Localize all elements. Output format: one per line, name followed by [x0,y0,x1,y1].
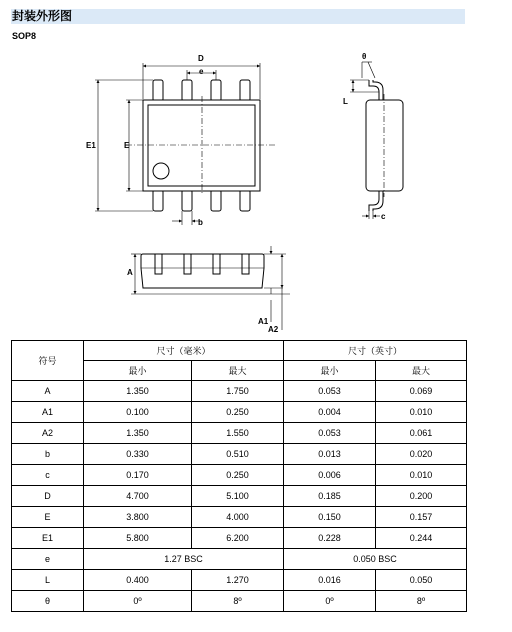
top-view [95,63,275,225]
cell-mm-min: 3.800 [84,507,192,528]
inch-max-header: 最大 [376,361,467,381]
dim-label-L: L [343,97,348,106]
cell-in-max: 0.069 [376,381,467,402]
cell-in-min: 0.016 [284,570,376,591]
cell-symbol: θ [12,591,84,612]
table-row [12,402,467,423]
cell-symbol: A1 [12,402,84,423]
cell-mm-min: 0º [84,591,192,612]
cell-in-max: 0.050 [376,570,467,591]
cell-in-min: 0.053 [284,381,376,402]
cell-symbol: c [12,465,84,486]
cell-mm-max: 4.000 [192,507,284,528]
table-row [12,486,467,507]
cell-in-min: 0.013 [284,444,376,465]
cell-in-max: 0.010 [376,465,467,486]
cell-mm-min: 1.350 [84,381,192,402]
dim-label-E1: E1 [86,141,96,150]
cell-in-min: 0.004 [284,402,376,423]
mm-max-header: 最大 [192,361,284,381]
table-row [12,465,467,486]
cell-in-max: 0.200 [376,486,467,507]
cell-mm-min: 1.350 [84,423,192,444]
dim-label-e: e [199,67,204,76]
dimensions-table [11,340,467,612]
table-row [12,591,467,612]
cell-symbol: E [12,507,84,528]
cell-in-max: 0.061 [376,423,467,444]
cell-mm-max: 6.200 [192,528,284,549]
cell-symbol: D [12,486,84,507]
cell-mm-min: 0.170 [84,465,192,486]
cell-in-min: 0.228 [284,528,376,549]
table-row [12,381,467,402]
cell-mm-max: 0.250 [192,465,284,486]
mm-min-header: 最小 [84,361,192,381]
symbol-header: 符号 [12,341,84,381]
cell-mm-min: 0.400 [84,570,192,591]
cell-mm-min: 5.800 [84,528,192,549]
dim-label-A1: A1 [258,317,269,326]
table-row [12,444,467,465]
cell-mm-max: 0.250 [192,402,284,423]
cell-in-min: 0.006 [284,465,376,486]
cell-mm-max: 1.550 [192,423,284,444]
cell-mm-max: 1.750 [192,381,284,402]
cell-mm-max: 5.100 [192,486,284,507]
dim-label-A: A [127,268,133,277]
cell-mm-max: 1.270 [192,570,284,591]
table-header-row [12,341,467,361]
cell-in-max: 0.157 [376,507,467,528]
cell-in-max: 0.010 [376,402,467,423]
cell-in-min: 0.053 [284,423,376,444]
cell-symbol: e [12,549,84,570]
cell-mm-min: 0.330 [84,444,192,465]
dim-label-E: E [124,141,130,150]
cell-mm-min: 0.100 [84,402,192,423]
cell-mm-bsc: 1.27 BSC [84,549,284,570]
dim-label-b: b [198,218,203,227]
cell-in-min: 0.185 [284,486,376,507]
cell-in-min: 0.150 [284,507,376,528]
dim-label-c: c [381,212,386,221]
dim-label-D: D [198,54,204,63]
cell-symbol: E1 [12,528,84,549]
mm-header: 尺寸（毫米） [84,341,284,361]
cell-in-max: 8º [376,591,467,612]
table-row [12,549,467,570]
cell-in-max: 0.020 [376,444,467,465]
cell-symbol: A [12,381,84,402]
cell-mm-max: 8º [192,591,284,612]
dim-label-theta: θ [362,52,367,61]
dim-label-A2: A2 [268,325,279,334]
cell-symbol: b [12,444,84,465]
inch-header: 尺寸（英寸） [284,341,467,361]
cell-mm-min: 4.700 [84,486,192,507]
table-row [12,528,467,549]
cell-in-min: 0º [284,591,376,612]
table-row [12,570,467,591]
cell-symbol: A2 [12,423,84,444]
cell-mm-max: 0.510 [192,444,284,465]
inch-min-header: 最小 [284,361,376,381]
cell-in-bsc: 0.050 BSC [284,549,467,570]
side-view [350,62,403,219]
package-name: SOP8 [12,31,37,41]
table-row [12,423,467,444]
table-row [12,507,467,528]
cell-symbol: L [12,570,84,591]
cell-in-max: 0.244 [376,528,467,549]
section-title: 封装外形图 [12,9,73,23]
